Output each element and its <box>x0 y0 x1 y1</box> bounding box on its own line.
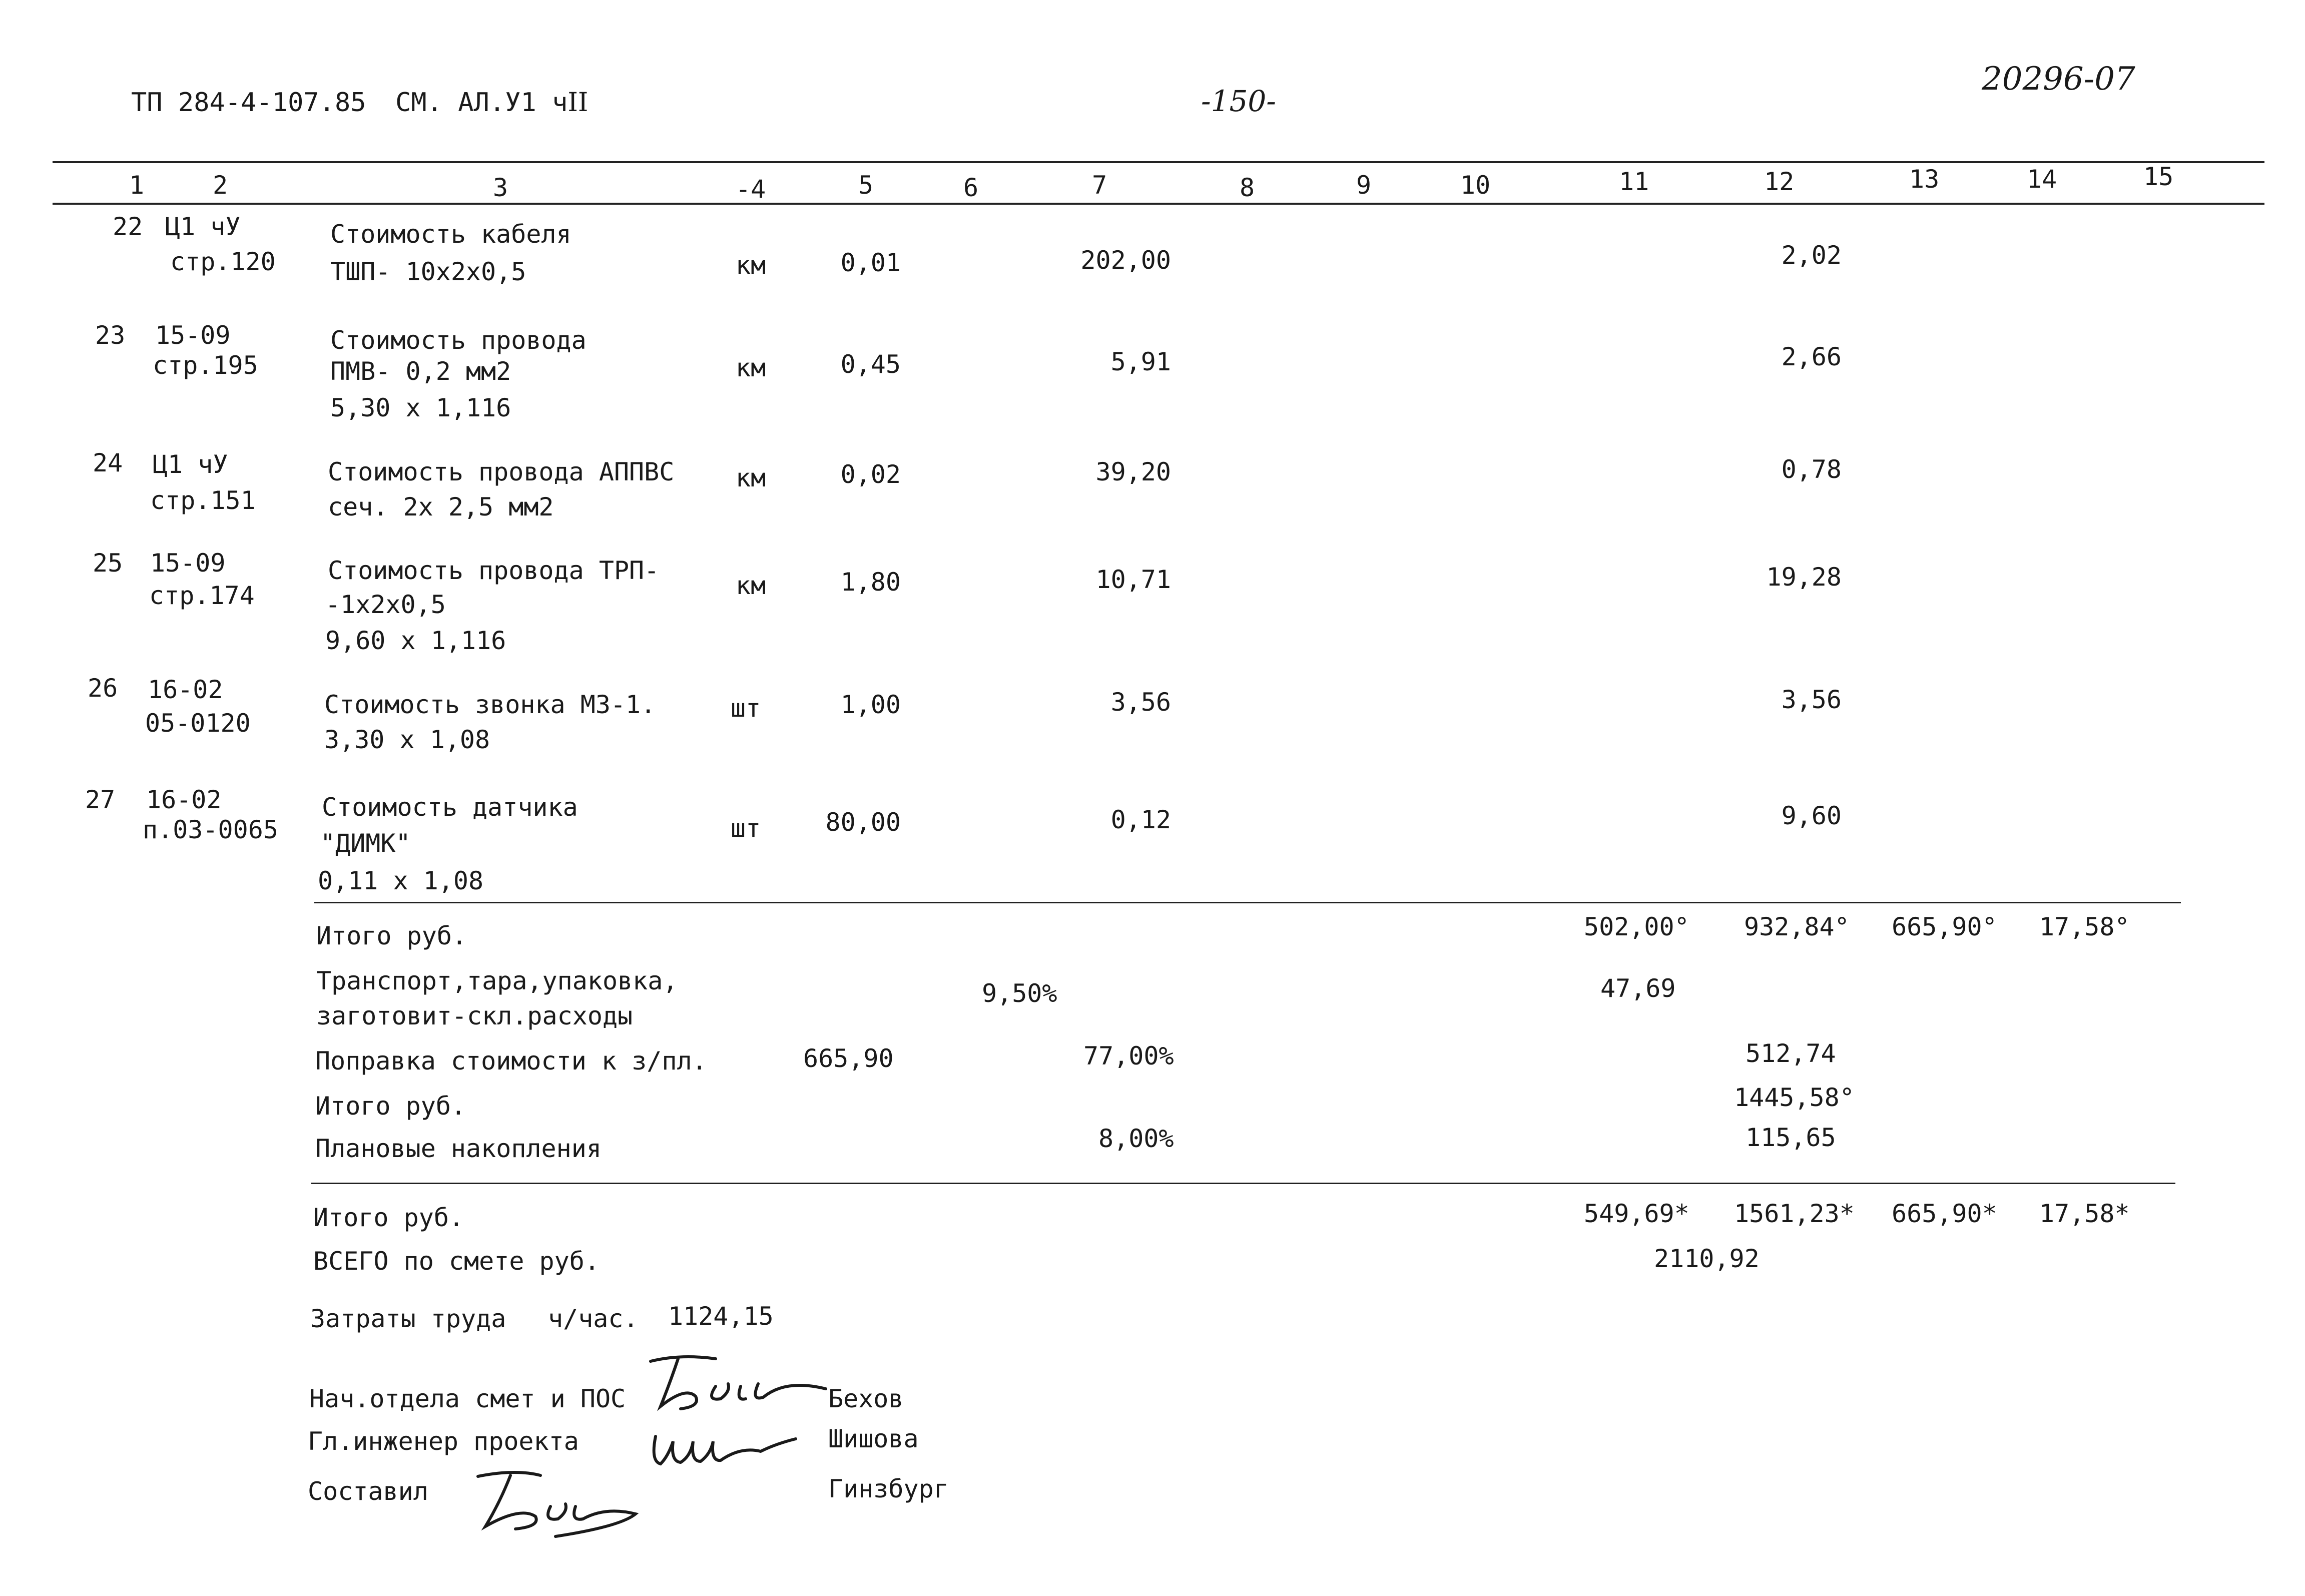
document-number: 20296-07 <box>1982 61 2135 98</box>
transport-label: заготовит-скл.расходы <box>316 1001 633 1030</box>
col-header: 7 <box>1092 171 1107 200</box>
album-ref <box>395 88 588 118</box>
labor-unit: ч/час. <box>548 1304 639 1333</box>
col-header: 10 <box>1460 171 1491 200</box>
transport-col11: 47,69 <box>1600 974 1676 1003</box>
col-header: 2 <box>213 171 228 200</box>
cost-col12: 9,60 <box>1781 801 1842 830</box>
page-number: -150- <box>1201 84 1276 118</box>
unit: км <box>736 251 766 280</box>
item-description: 0,11 х 1,08 <box>318 866 484 895</box>
signer-name: Гинзбург <box>828 1474 949 1503</box>
unit: шт <box>731 814 761 843</box>
col-header: 6 <box>963 173 979 202</box>
total-col13: 665,90* <box>1892 1199 1997 1228</box>
header-top-rule <box>53 161 2264 163</box>
signer-role: Нач.отдела смет и ПОС <box>309 1384 626 1413</box>
header-bottom-rule <box>53 203 2264 205</box>
norm-code: Ц1 чУ <box>153 450 228 479</box>
norm-code: 16-02 <box>148 675 223 704</box>
plan-percent: 8,00% <box>1098 1124 1174 1153</box>
unit: км <box>736 463 766 492</box>
norm-page: 05-0120 <box>145 709 251 738</box>
total-itogo-label: Итого руб. <box>313 1203 464 1232</box>
col-header: 5 <box>858 171 874 200</box>
row-number: 25 <box>93 549 123 578</box>
norm-code: 15-09 <box>150 549 226 578</box>
correction-col12: 512,74 <box>1746 1039 1836 1068</box>
unit-price: 5,91 <box>1110 347 1171 376</box>
album-part: II <box>567 88 589 118</box>
item-description: сеч. 2х 2,5 мм2 <box>328 492 554 521</box>
quantity: 0,02 <box>840 460 901 489</box>
item-description: -1х2х0,5 <box>325 590 446 619</box>
item-description: "ДИМК" <box>320 829 411 858</box>
signer-role: Гл.инженер проекта <box>308 1427 579 1456</box>
item-description: Стоимость провода <box>330 326 587 355</box>
quantity: 0,45 <box>840 350 901 379</box>
quantity: 1,00 <box>840 690 901 719</box>
item-description: Стоимость кабеля <box>330 220 571 249</box>
unit-price: 0,12 <box>1110 805 1171 834</box>
handwritten-signature <box>641 1351 831 1421</box>
norm-code: Ц1 чУ <box>165 212 241 241</box>
unit: шт <box>731 694 761 723</box>
subtotal-col11: 502,00° <box>1584 912 1689 941</box>
unit: км <box>736 353 766 382</box>
summary-rule <box>314 902 2181 903</box>
project-code: ТП 284-4-107.85 <box>131 88 366 118</box>
signer-name: Бехов <box>828 1384 904 1413</box>
norm-page: стр.195 <box>153 351 258 380</box>
transport-label: Транспорт,тара,упаковка, <box>316 966 678 995</box>
unit-price: 39,20 <box>1095 457 1171 486</box>
unit-price: 10,71 <box>1095 565 1171 594</box>
subtotal-col14: 17,58° <box>2039 912 2130 941</box>
norm-page: стр.120 <box>170 247 276 276</box>
row-number: 23 <box>95 321 126 350</box>
subtotal-col12: 932,84° <box>1744 912 1850 941</box>
item-description: Стоимость провода АППВС <box>328 457 675 486</box>
total-col12: 1561,23* <box>1734 1199 1855 1228</box>
grand-total-label: ВСЕГО по смете руб. <box>313 1247 600 1276</box>
subtotal-col13: 665,90° <box>1892 912 1997 941</box>
item-description: 5,30 х 1,116 <box>330 393 511 422</box>
item-description: Стоимость провода ТРП- <box>328 556 660 585</box>
cost-col12: 0,78 <box>1781 455 1842 484</box>
signer-role: Составил <box>308 1477 428 1506</box>
total-col14: 17,58* <box>2039 1199 2130 1228</box>
total-col11: 549,69* <box>1584 1199 1689 1228</box>
item-description: Стоимость датчика <box>322 793 578 822</box>
item-description: 9,60 х 1,116 <box>325 626 506 655</box>
correction-percent: 77,00% <box>1083 1041 1174 1071</box>
norm-page: п.03-0065 <box>143 815 278 844</box>
col-header: 14 <box>2027 165 2057 194</box>
col-header: 15 <box>2143 162 2174 191</box>
plan-label: Плановые накопления <box>315 1134 602 1163</box>
total-rule <box>311 1183 2175 1184</box>
quantity: 80,00 <box>825 808 901 837</box>
cost-col12: 2,02 <box>1781 241 1842 270</box>
unit-price: 3,56 <box>1110 688 1171 717</box>
signer-name: Шишова <box>828 1424 919 1453</box>
row-number: 24 <box>93 448 123 477</box>
norm-code: 15-09 <box>155 321 231 350</box>
quantity: 1,80 <box>840 568 901 597</box>
col-header: 8 <box>1240 173 1255 202</box>
col-header: 1 <box>129 171 145 200</box>
subtotal-label: Итого руб. <box>316 921 467 950</box>
col-header: 11 <box>1619 167 1649 196</box>
subtotal2-label: Итого руб. <box>315 1092 466 1121</box>
item-description: Стоимость звонка МЗ-1. <box>324 690 656 719</box>
item-description: ТШП- 10х2х0,5 <box>330 257 526 286</box>
handwritten-signature <box>470 1466 656 1541</box>
norm-page: стр.174 <box>149 581 255 610</box>
correction-label: Поправка стоимости к з/пл. <box>315 1046 707 1076</box>
plan-col12: 115,65 <box>1746 1123 1836 1152</box>
norm-page: стр.151 <box>150 486 256 515</box>
norm-code: 16-02 <box>146 785 222 814</box>
row-number: 26 <box>88 674 118 703</box>
item-description: 3,30 х 1,08 <box>324 725 490 754</box>
labor-value: 1124,15 <box>668 1302 774 1331</box>
transport-percent: 9,50% <box>982 979 1057 1008</box>
cost-col12: 19,28 <box>1766 563 1842 592</box>
unit: км <box>736 571 766 600</box>
item-description: ПМВ- 0,2 мм2 <box>330 357 511 386</box>
handwritten-signature <box>646 1416 816 1476</box>
grand-total-value: 2110,92 <box>1654 1244 1760 1273</box>
col-header: -4 <box>736 175 766 204</box>
col-header: 3 <box>493 173 508 202</box>
unit-price: 202,00 <box>1080 246 1171 275</box>
col-header: 9 <box>1356 171 1372 200</box>
correction-base: 665,90 <box>803 1044 894 1073</box>
cost-col12: 3,56 <box>1781 685 1842 714</box>
cost-col12: 2,66 <box>1781 342 1842 371</box>
subtotal2-col12: 1445,58° <box>1734 1083 1855 1112</box>
album-text: СМ. АЛ.У1 ч <box>395 88 568 118</box>
row-number: 27 <box>85 785 116 814</box>
quantity: 0,01 <box>840 248 901 277</box>
row-number: 22 <box>113 212 143 241</box>
col-header: 13 <box>1909 165 1940 194</box>
col-header: 12 <box>1764 167 1795 196</box>
labor-label: Затраты труда <box>310 1304 506 1333</box>
